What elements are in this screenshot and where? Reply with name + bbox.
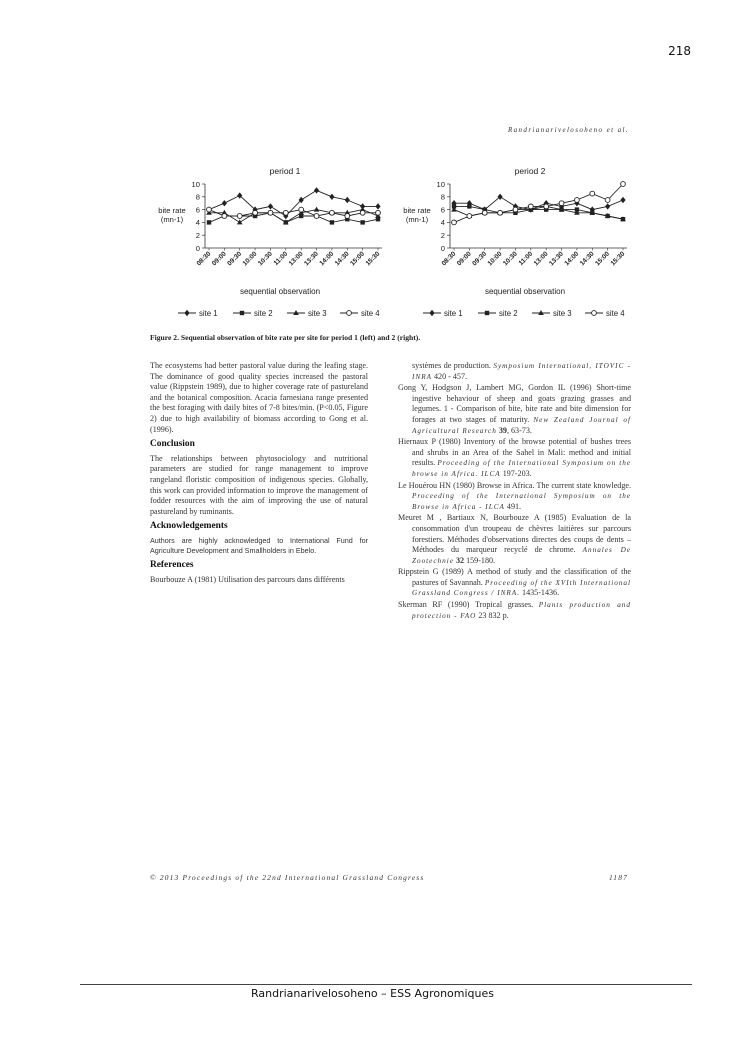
intro-paragraph: The ecosystems had better pastoral value during the leafing stage. The dominance of good quality species increased the pastoral value (Rippstein 1989), due to higher coverage rate of pastureland and the botanical composition. Acacia farnesiana range presented the best foraging with daily bites of 7-8 bites/min. (P<0.05, Figure 2) due to high availability of biomass according to Gong et al. (1996). bbox=[150, 361, 368, 434]
period-2-xtick-label: 14:30 bbox=[578, 250, 596, 268]
legend-marker-4 bbox=[347, 311, 352, 316]
period-2-legend bbox=[423, 309, 625, 318]
legend-marker-1 bbox=[429, 310, 434, 316]
period-2-series-4-point bbox=[528, 204, 533, 209]
period-1-series-4 bbox=[207, 207, 381, 218]
period-1-xtick-label: 09:30 bbox=[226, 250, 244, 268]
period-1-xtick-label: 10:00 bbox=[241, 250, 259, 268]
acknowledgements-heading: Acknowledgements bbox=[150, 521, 228, 532]
period-2-title: period 2 bbox=[514, 166, 546, 176]
period-1-series-2-point bbox=[360, 220, 364, 224]
period-2-ylabel: bite rate bbox=[403, 206, 431, 215]
period-1-series-4-point bbox=[222, 214, 227, 219]
period-1-ytick-label: 6 bbox=[195, 205, 200, 215]
period-1-ytick-label: 4 bbox=[195, 218, 200, 228]
period-2-xtick-label: 14:00 bbox=[563, 250, 581, 268]
legend-label-3: site 3 bbox=[553, 309, 572, 318]
period-2-series-4-point bbox=[544, 204, 549, 209]
period-1-series-3-point bbox=[237, 219, 243, 224]
legend-marker-1 bbox=[184, 310, 189, 316]
period-1-xtick-label: 13:00 bbox=[287, 250, 305, 268]
period-2-xtick-label: 09:30 bbox=[471, 250, 489, 268]
left-column bbox=[150, 361, 368, 589]
period-1-series-4-point bbox=[283, 210, 288, 215]
legend-marker-3 bbox=[538, 310, 544, 315]
period-1-ylabel: bite rate bbox=[158, 206, 186, 215]
period-1-series-1-point bbox=[375, 203, 380, 209]
period-1-title: period 1 bbox=[269, 166, 301, 176]
period-2-xtick-label: 15:00 bbox=[594, 250, 612, 268]
legend-label-1: site 1 bbox=[199, 309, 218, 318]
period-2-ylabel-unit: (mn-1) bbox=[405, 215, 429, 224]
reference-le-houerou: Le Houérou HN (1980) Browse in Africa. The current state knowledge. Proceeding of the International Symposium on the Browse in Africa - ILCA 491. bbox=[398, 480, 631, 511]
legend-label-3: site 3 bbox=[308, 309, 327, 318]
period-1-series-1-point bbox=[314, 187, 319, 193]
legend-marker-3 bbox=[293, 310, 299, 315]
period-2-xtick-label: 08:30 bbox=[440, 250, 458, 268]
period-1-ylabel-unit: (mn-1) bbox=[160, 215, 184, 224]
footer-rule bbox=[80, 984, 692, 985]
period-1-series-4-point bbox=[268, 210, 273, 215]
reference-meuret: Meuret M , Bartiaux N, Bourbouze A (1985) Evaluation de la consommation d'un troupeau de chèvres laitières sur parcours forestiers. Méthodes d'observations directes des coups de dents – Méthodes du marqueur recyclé de chrome. Annales De Zootechnie 32 159-180. bbox=[398, 513, 631, 565]
period-1-xtick-label: 08:30 bbox=[195, 250, 213, 268]
period-2-series-1-point bbox=[605, 203, 610, 209]
reference-hiernaux: Hiernaux P (1980) Inventory of the browse potential of bushes trees and shrubs in an Area of the Sahel in Mali: method and initial results. Proceeding of the International Symposium on the browse in Africa. ILCA 197-203. bbox=[398, 437, 631, 478]
period-2-series-4-point bbox=[559, 201, 564, 206]
period-1-series-1-point bbox=[268, 203, 273, 209]
period-2-series-1-point bbox=[497, 194, 502, 200]
period-1-series-4-point bbox=[299, 207, 304, 212]
period-1-series-4-line bbox=[209, 210, 378, 216]
reference-bourbouze-cont: systèmes de production. Symposium International, ITOVIC - INRA 420 - 457. bbox=[412, 361, 631, 381]
conclusion-text: The relationships between phytosociology and nutritional parameters are studied for range management to improve rangeland floristic composition of indigenous species. Globally, this work can provided information to improve the management of fodder resources with the aim of improving the use of natural pastureland by ruminants. bbox=[150, 453, 368, 516]
proceedings-page-number: 1187 bbox=[608, 873, 628, 882]
reference-skerman: Skerman RF (1990) Tropical grasses. Plants production and protection - FAO 23 832 p. bbox=[398, 600, 631, 620]
period-1-series-4-point bbox=[360, 210, 365, 215]
period-1-series-4-point bbox=[376, 210, 381, 215]
period-1-xtick-label: 09:00 bbox=[210, 250, 228, 268]
period-2-series-4-point bbox=[621, 182, 626, 187]
period-2-series-4-point bbox=[513, 207, 518, 212]
period-1-xtick-label: 15:00 bbox=[349, 250, 367, 268]
period-1-ytick-label: 2 bbox=[195, 231, 200, 240]
period-1-series-4-point bbox=[345, 214, 350, 219]
period-1-series-1-line bbox=[209, 190, 378, 216]
period-1-xtick-label: 14:30 bbox=[333, 250, 351, 268]
period-1-series-1-point bbox=[345, 197, 350, 203]
period-2-series-4-point bbox=[575, 198, 580, 203]
legend-label-4: site 4 bbox=[361, 309, 380, 318]
period-2-series-4 bbox=[452, 182, 626, 225]
legend-marker-2 bbox=[485, 311, 489, 315]
reference-rippstein: Rippstein G (1989) A method of study and the classification of the pastures of Savannah. Proceeding of the XVIth International Grassland Congress / INRA. 1435-1436. bbox=[398, 567, 632, 598]
period-1-xtick-label: 11:00 bbox=[272, 250, 290, 268]
period-1-series-2-point bbox=[207, 220, 211, 224]
period-2-xtick-label: 15:30 bbox=[609, 250, 627, 268]
period-1-series-4-point bbox=[330, 210, 335, 215]
acknowledgements-text: Authors are highly acknowledged to International Fund for Agriculture Development and Smallholders in Ebelo. bbox=[150, 535, 368, 555]
period-2-series-4-point bbox=[605, 198, 610, 203]
period-2-xtick-label: 09:00 bbox=[455, 250, 473, 268]
period-2-ytick-label: 8 bbox=[440, 192, 445, 202]
chart-period-1 bbox=[150, 160, 395, 325]
period-2-ytick-label: 10 bbox=[436, 179, 445, 189]
period-2-series-4-point bbox=[590, 191, 595, 196]
period-1-xtick-label: 13:30 bbox=[303, 250, 320, 268]
period-1-series-1-point bbox=[222, 200, 227, 206]
period-1-xtick-label: 10:30 bbox=[256, 250, 274, 268]
period-1-series-2-point bbox=[330, 220, 334, 224]
period-2-ytick-label: 2 bbox=[440, 231, 445, 240]
period-1-series-3-point bbox=[314, 207, 320, 212]
proceedings-footer: © 2013 Proceedings of the 22nd International Grassland Congress bbox=[150, 873, 425, 882]
period-2-xtick-label: 13:30 bbox=[548, 250, 565, 268]
period-1-series-3 bbox=[206, 207, 381, 225]
references-heading: References bbox=[150, 559, 194, 570]
legend-marker-4 bbox=[592, 311, 597, 316]
period-2-xtick-label: 10:00 bbox=[486, 250, 504, 268]
legend-marker-2 bbox=[240, 311, 244, 315]
legend-label-2: site 2 bbox=[254, 309, 273, 318]
period-2-xtick-label: 11:00 bbox=[517, 250, 535, 268]
period-2-xtick-label: 10:30 bbox=[501, 250, 519, 268]
period-2-xtick-label: 13:00 bbox=[532, 250, 550, 268]
period-1-ytick-label: 10 bbox=[191, 179, 200, 189]
period-1-legend bbox=[178, 309, 380, 318]
period-1-xtick-label: 15:30 bbox=[364, 250, 382, 268]
period-1-series-4-point bbox=[207, 207, 212, 212]
legend-label-1: site 1 bbox=[444, 309, 463, 318]
period-1-series-4-point bbox=[253, 210, 258, 215]
reference-gong: Gong Y, Hodgson J, Lambert MG, Gordon IL (1996) Short-time ingestive behaviour of sheep and goats grazing grasses and legumes. 1 - Comparison of bite, bite rate and bite dimension for forages at two stages of maturity. New Zealand Journal of Agricultural Research 39, 63-73. bbox=[398, 383, 631, 435]
document-footer: Randrianarivelosoheno – ESS Agronomiques bbox=[250, 987, 495, 1000]
period-1-xlabel: sequential observation bbox=[239, 287, 321, 296]
period-1-xtick-label: 14:00 bbox=[318, 250, 336, 268]
conclusion-heading: Conclusion bbox=[150, 439, 195, 450]
period-1-series-4-point bbox=[237, 214, 242, 219]
period-1-series-1-point bbox=[329, 194, 334, 200]
legend-label-2: site 2 bbox=[499, 309, 518, 318]
period-2-series-4-point bbox=[467, 214, 472, 219]
period-1-ytick-label: 8 bbox=[195, 192, 200, 202]
reference-bourbouze: Bourbouze A (1981) Utilisation des parcours dans différents bbox=[150, 574, 345, 584]
running-head: Randrianarivelosoheno et al. bbox=[507, 126, 629, 134]
period-2-ytick-label: 4 bbox=[440, 218, 445, 228]
period-1-ytick-label: 0 bbox=[195, 243, 200, 253]
period-2-xlabel: sequential observation bbox=[484, 287, 566, 296]
right-column bbox=[398, 361, 631, 622]
chart-period-2 bbox=[395, 160, 640, 325]
period-1-series-4-point bbox=[314, 214, 319, 219]
legend-label-4: site 4 bbox=[606, 309, 625, 318]
period-2-ytick-label: 0 bbox=[440, 243, 445, 253]
figure-caption: Figure 2. Sequential observation of bite rate per site for period 1 (left) and 2 (right). bbox=[150, 333, 421, 342]
period-2-series-1-point bbox=[620, 197, 625, 203]
period-2-series-4-point bbox=[482, 210, 487, 215]
period-2-series-2-point bbox=[467, 204, 471, 208]
period-2-series-4-point bbox=[498, 210, 503, 215]
period-2-series-4-point bbox=[452, 220, 457, 225]
page-number: 218 bbox=[668, 44, 691, 58]
period-2-series-4-line bbox=[454, 184, 623, 222]
period-2-ytick-label: 6 bbox=[440, 205, 445, 215]
figure-2 bbox=[150, 160, 640, 325]
